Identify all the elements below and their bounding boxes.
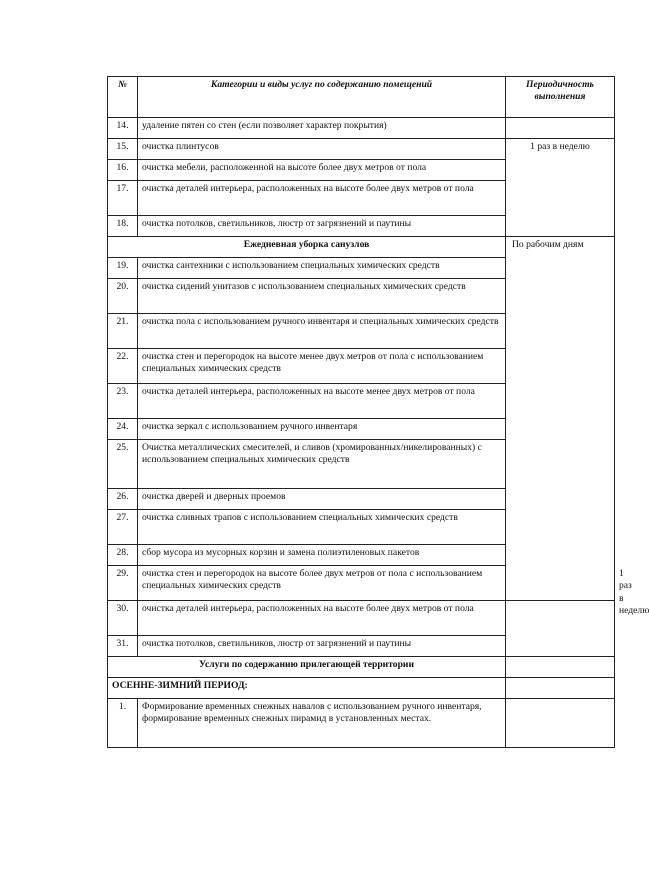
row-periodicity-empty [506,118,615,139]
section-winter-title: ОСЕННЕ-ЗИМНИЙ ПЕРИОД: [108,678,506,699]
row-text: сбор мусора из мусорных корзин и замена полиэтиленовых пакетов [138,545,506,566]
row-text: очистка деталей интерьера, расположенных на высоте более двух метров от пола [138,601,506,636]
row-periodicity-empty [506,699,615,748]
row-number: 26. [108,489,138,510]
periodicity-workdays-cell: По рабочим дням [506,237,615,601]
row-text: очистка потолков, светильников, люстр от загрязнений и паутины [138,636,506,657]
header-number: № [108,77,138,118]
row-text: очистка деталей интерьера, расположенных на высоте более двух метров от пола [138,181,506,216]
header-category: Категории и виды услуг по содержанию помещений [138,77,506,118]
row-number: 27. [108,510,138,545]
row-number: 18. [108,216,138,237]
row-text: очистка потолков, светильников, люстр от загрязнений и паутины [138,216,506,237]
row-number: 17. [108,181,138,216]
table-row [108,601,615,636]
section-row [108,678,615,699]
row-number: 1. [108,699,138,748]
row-text: очистка плинтусов [138,139,506,160]
row-number: 20. [108,279,138,314]
row-number: 19. [108,258,138,279]
section-winter-periodicity-empty [506,678,615,699]
row-text: очистка стен и перегородок на высоте более двух метров от пола с использованием специальных химических средств [138,566,506,601]
row-number: 22. [108,349,138,384]
row-number: 25. [108,440,138,489]
table-row: 29. очистка стен и перегородок на высоте более двух метров от пола с использованием специальных химических средств 1 раз в неделю [108,566,615,601]
row-text: очистка пола с использованием ручного инвентаря и специальных химических средств [138,314,506,349]
header-periodicity: Периодичность выполнения [506,77,615,118]
services-table [107,76,649,748]
row-number: 15. [108,139,138,160]
row-number: 21. [108,314,138,349]
table-row [108,636,615,657]
row-text: Формирование временных снежных навалов с использованием ручного инвентаря, формирование временных снежных пирамид в установленных местах. [138,699,506,748]
section-sanitary-title: Ежедневная уборка санузлов [108,237,506,258]
periodicity-weekly-cell: 1 раз в неделю [506,139,615,237]
row-text: очистка стен и перегородок на высоте менее двух метров от пола с использованием специальных химических средств [138,349,506,384]
table-row [108,699,615,748]
section-row [108,237,615,258]
row-text: очистка деталей интерьера, расположенных на высоте менее двух метров от пола [138,384,506,419]
row-number: 16. [108,160,138,181]
row-text: очистка мебели, расположенной на высоте более двух метров от пола [138,160,506,181]
table-row [108,118,615,139]
section-row [108,657,615,678]
row-text: очистка зеркал с использованием ручного инвентаря [138,419,506,440]
row-number: 14. [108,118,138,139]
row-number: 24. [108,419,138,440]
row-text: Очистка металлических смесителей, и сливов (хромированных/никелированных) с использованием специальных химических средств [138,440,506,489]
section-territory-title: Услуги по содержанию прилегающей территории [108,657,506,678]
table-header-row [108,77,615,118]
row-number: 23. [108,384,138,419]
table-row [108,139,615,160]
row-number: 31. [108,636,138,657]
row-text: очистка сантехники с использованием специальных химических средств [138,258,506,279]
row-number: 30. [108,601,138,636]
row-number: 28. [108,545,138,566]
section-territory-periodicity-empty [506,657,615,678]
row-number: 29. [108,566,138,601]
row-text: очистка сливных трапов с использованием специальных химических средств [138,510,506,545]
row-text: очистка сидений унитазов с использованием специальных химических средств [138,279,506,314]
row-text: удаление пятен со стен (если позволяет характер покрытия) [138,118,506,139]
row-text: очистка дверей и дверных проемов [138,489,506,510]
